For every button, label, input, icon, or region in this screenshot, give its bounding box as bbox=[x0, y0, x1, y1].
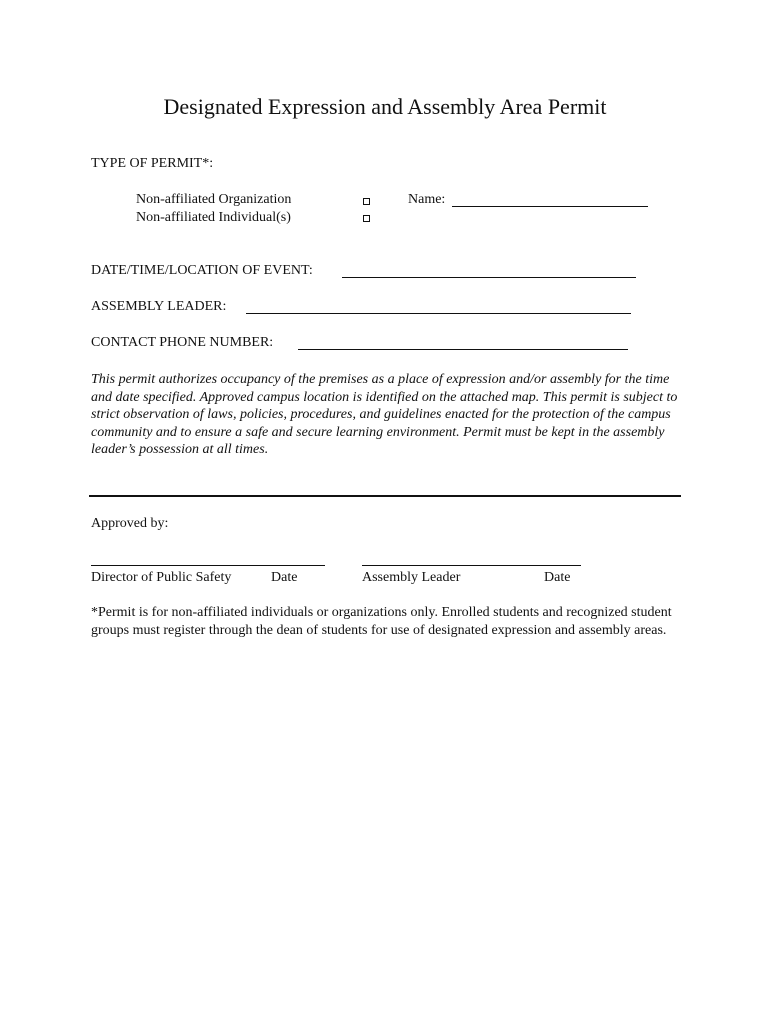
name-field[interactable] bbox=[452, 190, 648, 206]
assembly-leader-signature-label: Assembly Leader bbox=[362, 570, 461, 585]
permit-notice: This permit authorizes occupancy of the premises as a place of expression and/or assembly for the time and date specified. Approved campus location is identified on the attached map. This permit is subject to strict observation of laws, policies, procedures, and guidelines enacted for the protection of the campus community and to ensure a safe and secure learning environment. Permit must be kept in the assembly leader’s possession at all times. bbox=[91, 372, 678, 458]
checkbox-organization[interactable] bbox=[363, 198, 370, 205]
option-label-individual: Non-affiliated Individual(s) bbox=[136, 210, 291, 225]
contact-phone-label: CONTACT PHONE NUMBER: bbox=[91, 335, 274, 350]
name-field-line bbox=[452, 206, 648, 207]
name-label: Name: bbox=[408, 192, 446, 207]
type-of-permit-label: TYPE OF PERMIT*: bbox=[91, 156, 214, 171]
option-label-organization: Non-affiliated Organization bbox=[136, 192, 292, 207]
assembly-leader-line bbox=[246, 313, 631, 314]
date-time-location-label: DATE/TIME/LOCATION OF EVENT: bbox=[91, 263, 313, 278]
director-signature-line[interactable] bbox=[91, 565, 325, 566]
assembly-leader-field[interactable] bbox=[246, 297, 631, 313]
assembly-leader-date-label: Date bbox=[544, 570, 571, 585]
assembly-leader-signature-line[interactable] bbox=[362, 565, 581, 566]
director-signature-label: Director of Public Safety bbox=[91, 570, 232, 585]
approved-by-label: Approved by: bbox=[91, 516, 169, 531]
date-time-location-field[interactable] bbox=[342, 261, 636, 277]
contact-phone-field[interactable] bbox=[298, 333, 628, 349]
section-divider bbox=[89, 495, 681, 497]
page-title: Designated Expression and Assembly Area Permit bbox=[163, 94, 607, 119]
assembly-leader-label: ASSEMBLY LEADER: bbox=[91, 299, 227, 314]
date-time-location-line bbox=[342, 277, 636, 278]
contact-phone-line bbox=[298, 349, 628, 350]
director-date-label: Date bbox=[271, 570, 298, 585]
footnote: *Permit is for non-affiliated individuals or organizations only. Enrolled students and recognized student groups must register through the dean of students for use of designated expression and assembly areas. bbox=[91, 605, 672, 638]
checkbox-individual[interactable] bbox=[363, 215, 370, 222]
